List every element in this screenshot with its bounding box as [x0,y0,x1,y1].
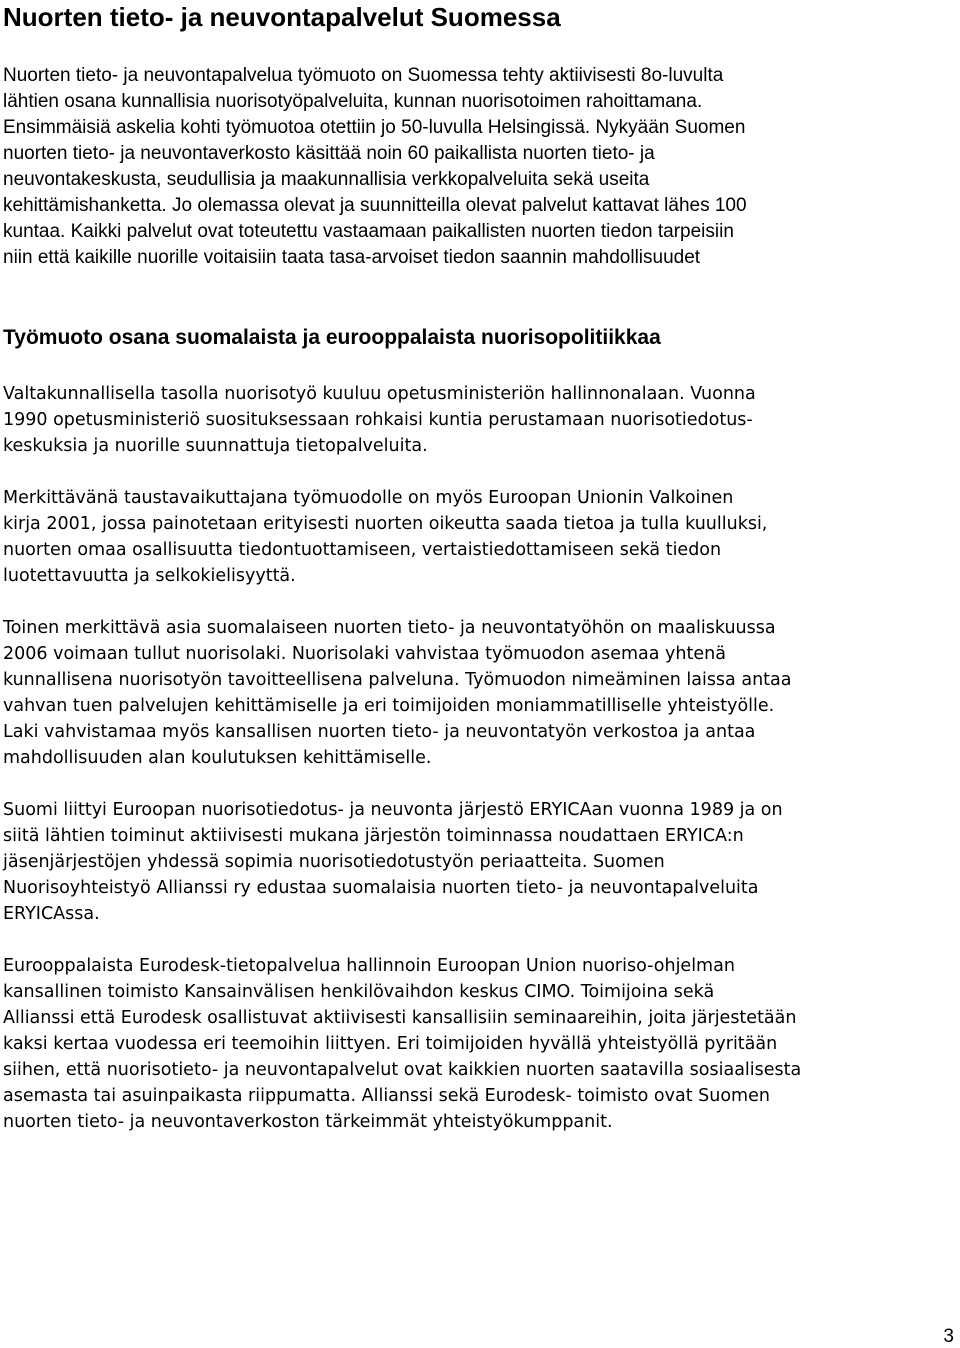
text-line: Suomi liittyi Euroopan nuorisotiedotus- ja neuvonta järjestö ERYICAan vuonna 1989 ja on [3,800,783,820]
text-line: neuvontakeskusta, seudullisia ja maakunnallisia verkkopalveluita sekä useita [3,169,650,190]
body-paragraph [3,485,955,589]
page-number: 3 [943,1326,954,1347]
text-line: kehittämishanketta. Jo olemassa olevat ja suunnitteilla olevat palvelut kattavat lähes 100 [3,195,747,216]
text-line: mahdollisuuden alan koulutuksen kehittämiselle. [3,748,432,768]
text-line: siihen, että nuorisotieto- ja neuvontapalvelut ovat kaikkien nuorten saatavilla sosiaalisesta [3,1060,802,1080]
document-page [3,0,955,1135]
body-paragraph [3,381,955,459]
text-line: Nuorisoyhteistyö Allianssi ry edustaa suomalaisia nuorten tieto- ja neuvontapalveluita [3,878,759,898]
text-line: kansallinen toimisto Kansainvälisen henkilövaihdon keskus CIMO. Toimijoina sekä [3,982,715,1002]
body-paragraph [3,797,955,927]
document-title: Nuorten tieto- ja neuvontapalvelut Suomessa [3,2,561,32]
text-line: keskuksia ja nuorille suunnattuja tietopalveluita. [3,436,428,456]
text-line: Valtakunnallisella tasolla nuorisotyö kuuluu opetusministeriön hallinnonalaan. Vuonna [3,384,756,404]
text-line: Laki vahvistamaa myös kansallisen nuorten tieto- ja neuvontatyön verkostoa ja antaa [3,722,756,742]
body-paragraph [3,953,955,1135]
text-line: niin että kaikille nuorille voitaisiin taata tasa-arvoiset tiedon saannin mahdollisuudet [3,247,701,268]
text-line: kunnallisena nuorisotyön tavoitteellisena palveluna. Työmuodon nimeäminen laissa antaa [3,670,792,690]
text-line: vahvan tuen palvelujen kehittämiselle ja eri toimijoiden moniammatilliselle yhteistyölle. [3,696,775,716]
text-line: nuorten tieto- ja neuvontaverkosto käsittää noin 60 paikallista nuorten tieto- ja [3,143,655,164]
text-line: jäsenjärjestöjen yhdessä sopimia nuorisotiedotustyön periaatteita. Suomen [3,852,665,872]
text-line: kirja 2001, jossa painotetaan erityisesti nuorten oikeutta saada tietoa ja tulla kuulluksi, [3,514,768,534]
text-line: 2006 voimaan tullut nuorisolaki. Nuorisolaki vahvistaa työmuodon asemaa yhtenä [3,644,726,664]
text-line: nuorten omaa osallisuutta tiedontuottamiseen, vertaistiedottamiseen sekä tiedon [3,540,722,560]
text-line: Merkittävänä taustavaikuttajana työmuodolle on myös Euroopan Unionin Valkoinen [3,488,734,508]
intro-paragraph [3,63,955,271]
section-heading: Työmuoto osana suomalaista ja eurooppalaista nuorisopolitiikkaa [3,326,661,349]
text-line: asemasta tai asuinpaikasta riippumatta. Allianssi sekä Eurodesk- toimisto ovat Suomen [3,1086,770,1106]
text-line: kaksi kertaa vuodessa eri teemoihin liittyen. Eri toimijoiden hyvällä yhteistyöllä pyritään [3,1034,778,1054]
text-line: ERYICAssa. [3,904,100,924]
text-line: Nuorten tieto- ja neuvontapalvelua työmuoto on Suomessa tehty aktiivisesti 8o-luvulta [3,65,724,86]
text-line: luotettavuutta ja selkokielisyyttä. [3,566,296,586]
text-line: siitä lähtien toiminut aktiivisesti mukana järjestön toiminnassa noudattaen ERYICA:n [3,826,744,846]
text-line: Eurooppalaista Eurodesk-tietopalvelua hallinnoin Euroopan Union nuoriso-ohjelman [3,956,735,976]
text-line: Toinen merkittävä asia suomalaiseen nuorten tieto- ja neuvontatyöhön on maaliskuussa [3,618,776,638]
body-paragraph [3,615,955,771]
text-line: lähtien osana kunnallisia nuorisotyöpalveluita, kunnan nuorisotoimen rahoittamana. [3,91,703,112]
text-line: kuntaa. Kaikki palvelut ovat toteutettu vastaamaan paikallisten nuorten tiedon tarpeisiin [3,221,734,242]
text-line: Ensimmäisiä askelia kohti työmuotoa otettiin jo 50-luvulla Helsingissä. Nykyään Suomen [3,117,746,138]
text-line: Allianssi että Eurodesk osallistuvat aktiivisesti kansallisiin seminaareihin, joita järjestetään [3,1008,797,1028]
text-line: nuorten tieto- ja neuvontaverkoston tärkeimmät yhteistyökumppanit. [3,1112,613,1132]
text-line: 1990 opetusministeriö suosituksessaan rohkaisi kuntia perustamaan nuorisotiedotus- [3,410,753,430]
